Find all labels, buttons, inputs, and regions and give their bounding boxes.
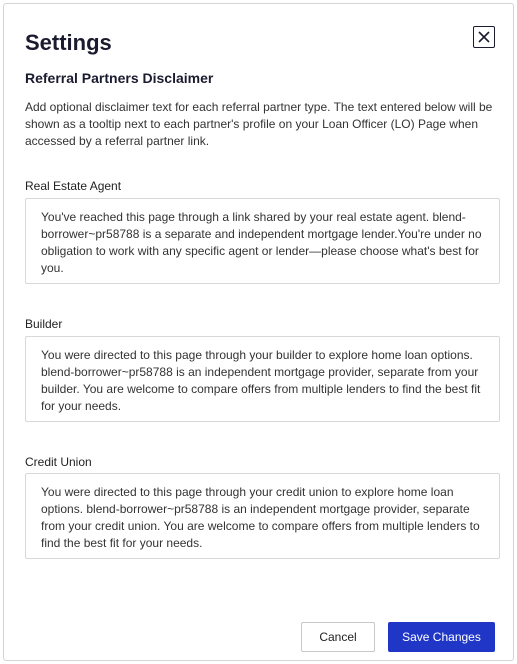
close-icon <box>477 30 491 44</box>
modal-title: Settings <box>25 30 112 55</box>
section-title: Referral Partners Disclaimer <box>25 70 214 86</box>
builder-label: Builder <box>25 317 63 331</box>
real-estate-agent-label: Real Estate Agent <box>25 179 122 193</box>
save-changes-button[interactable]: Save Changes <box>388 622 495 652</box>
builder-disclaimer-input[interactable]: You were directed to this page through your builder to explore home loan options. blend-borrower~pr58788 is an independent mortgage provider, separate from your builder. You are welcome to compare offers from multiple lenders to find the best fit for your needs. <box>25 336 500 422</box>
credit-union-disclaimer-input[interactable]: You were directed to this page through your credit union to explore home loan options. blend-borrower~pr58788 is an independent mortgage provider, separate from your credit union. You are welcome to compare offers from multiple lenders to find the best fit for your needs. <box>25 473 500 559</box>
real-estate-agent-disclaimer-input[interactable]: You've reached this page through a link shared by your real estate agent. blend-borrower~pr58788 is a separate and independent mortgage lender.You're under no obligation to work with any specific agent or lender—please choose what's best for you. <box>25 198 500 284</box>
section-description: Add optional disclaimer text for each referral partner type. The text entered below will be shown as a tooltip next to each partner's profile on your Loan Officer (LO) Page when accessed by a referral partner link. <box>25 100 493 148</box>
cancel-button[interactable]: Cancel <box>301 622 375 652</box>
settings-modal <box>3 3 514 661</box>
close-button[interactable] <box>473 26 495 48</box>
credit-union-label: Credit Union <box>25 455 92 469</box>
